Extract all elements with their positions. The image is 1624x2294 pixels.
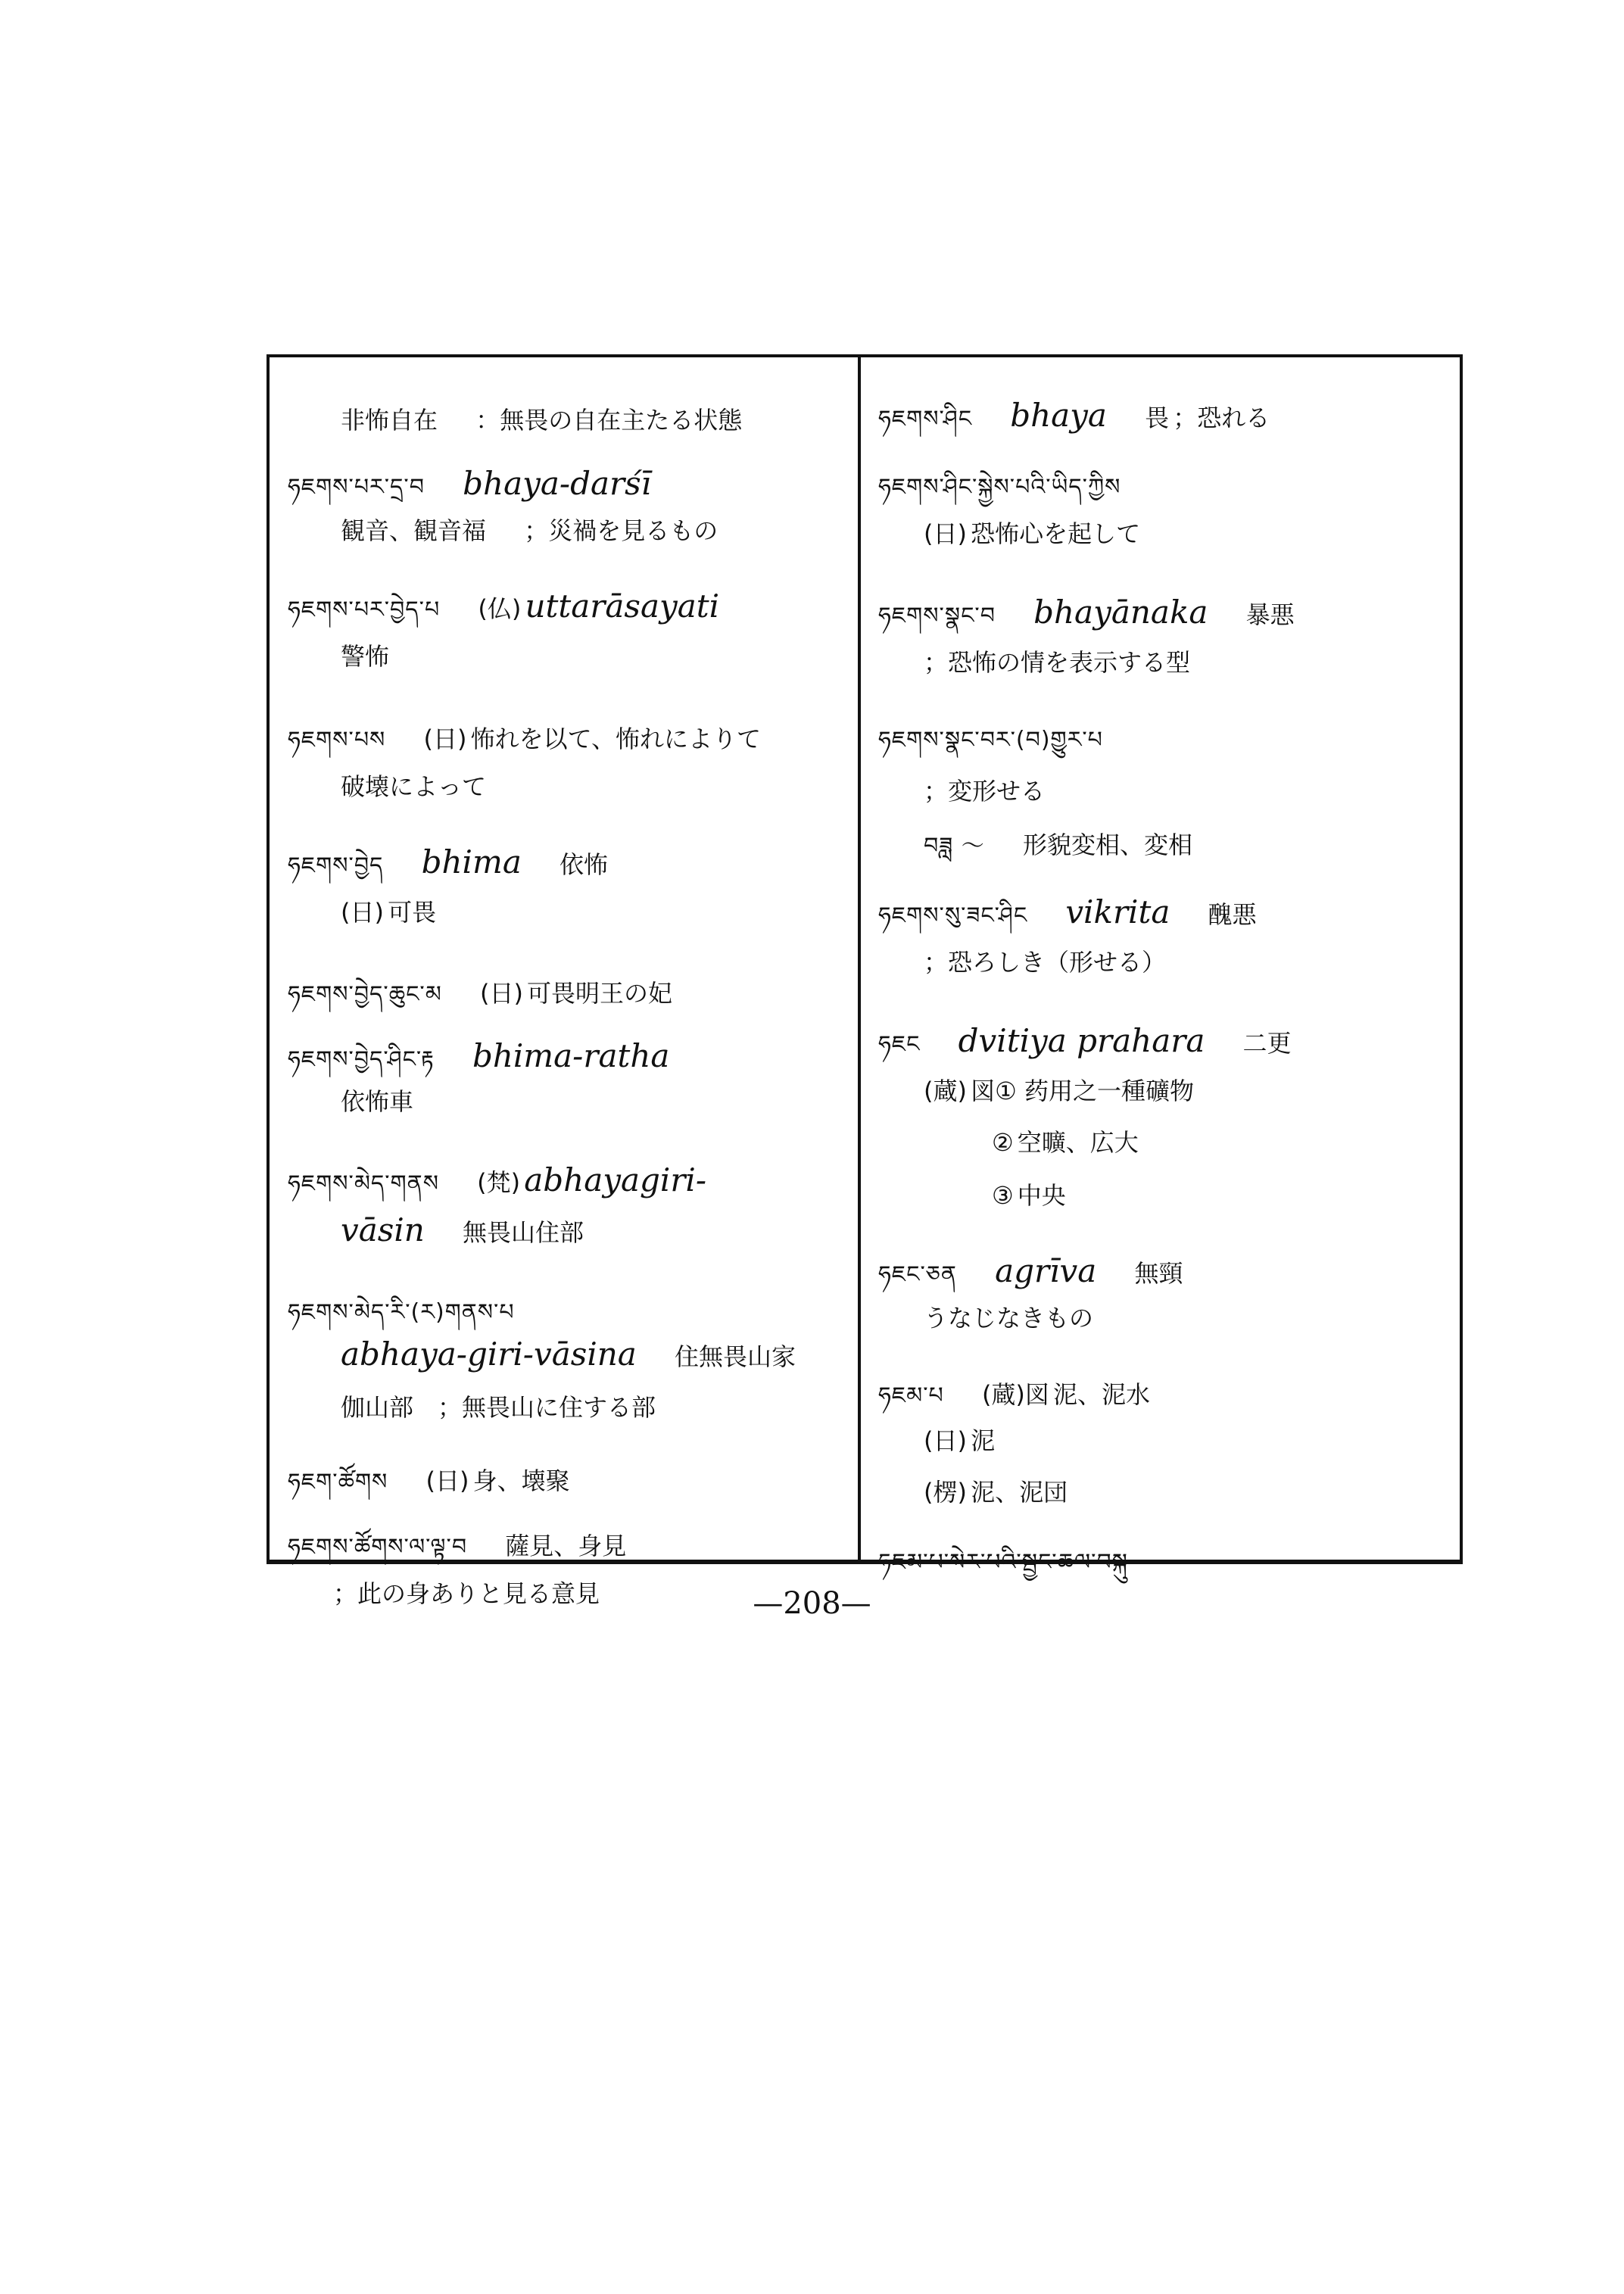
definition: ；恐怖の情を表示する型 — [924, 648, 1191, 677]
term-jp: 無畏山住部 — [463, 1218, 584, 1247]
list-item — [341, 1336, 796, 1373]
tibetan-term: ཧཇགས་པར་བྱེད་པ — [288, 597, 441, 623]
definition: 破壊によって — [341, 772, 487, 801]
list-item — [341, 637, 389, 672]
list-item — [992, 1124, 1139, 1158]
source-tag: (日) — [341, 898, 384, 927]
definition: 怖れを以て、怖れによりて — [470, 725, 761, 753]
definition: ：無畏の自在主たる状態 — [475, 406, 743, 435]
definition: 図① 药用之一種礦物 — [971, 1077, 1194, 1105]
column-divider — [858, 354, 861, 1564]
tibetan-term: ཧཇགས་སྣང་བར་(བ)གྱུར་པ — [878, 727, 1103, 753]
source-tag: (梵) — [477, 1168, 521, 1197]
definition: 空曠、広大 — [1017, 1128, 1139, 1157]
sanskrit-term: uttarāsayati — [525, 588, 720, 625]
source-tag: ③ — [992, 1181, 1014, 1210]
sanskrit-term: vikrita — [1065, 893, 1170, 930]
definition: 中央 — [1017, 1181, 1066, 1210]
list-item — [878, 1370, 1150, 1434]
list-item — [341, 1389, 656, 1423]
term-jp: 醜悪 — [1208, 900, 1257, 929]
sanskrit-term: bhima — [421, 843, 522, 881]
source-tag: (日) — [479, 979, 523, 1008]
definition: 可畏明王の妃 — [527, 979, 673, 1008]
source-tag: ② — [992, 1128, 1014, 1157]
list-item — [288, 840, 608, 904]
list-item — [924, 821, 1192, 884]
list-item — [924, 1473, 1068, 1508]
source-tag: (日) — [924, 519, 967, 548]
list-item — [924, 1422, 995, 1457]
list-item — [924, 1072, 1194, 1107]
term-jp: 依怖車 — [341, 1087, 414, 1116]
term-jp: 観音、観音福 — [341, 516, 487, 545]
term-jp: 警怖 — [341, 642, 390, 671]
list-item — [341, 1211, 584, 1248]
definition: 恐怖心を起して — [971, 519, 1141, 548]
sanskrit-term: dvitiya prahara — [958, 1022, 1205, 1059]
sanskrit-term: abhayagiri- — [524, 1161, 707, 1198]
term-jp: 暴悪 — [1245, 600, 1295, 629]
tibetan-term: ཧཇགས་སྣང་བ — [878, 603, 996, 629]
tibetan-term: ཧཇམ་པ — [878, 1382, 944, 1409]
tibetan-term: ཧཇགས་བྱེད་ཤིང་རྟ — [288, 1046, 435, 1073]
term-jp: 畏 — [1145, 404, 1170, 432]
sanskrit-term: bhayānaka — [1033, 594, 1208, 631]
definition: 可畏 — [388, 898, 437, 927]
tibetan-term: ཧཇང — [878, 1031, 921, 1058]
list-item — [341, 512, 718, 547]
term-jp: 二更 — [1242, 1029, 1292, 1058]
sanskrit-term: bhima-ratha — [472, 1037, 670, 1074]
list-item — [878, 394, 1270, 457]
tibetan-term: ཧཇམ་པ་སེར་པའི་སྦྱང་ཆལ་བསྐུ — [878, 1549, 1128, 1576]
list-item — [341, 768, 486, 803]
page-number: —208— — [753, 1586, 871, 1621]
definition: ；変形せる — [924, 777, 1046, 806]
list-item — [878, 715, 1103, 778]
definition: 泥 — [971, 1426, 996, 1455]
tibetan-term: ཧཇག་ཚོགས — [288, 1469, 388, 1495]
tibetan-term: བཟླ ～ — [924, 833, 985, 859]
tibetan-term: ཧཇགས་པར་དྲ་བ — [288, 474, 425, 500]
definition: 形貌変相、変相 — [1022, 831, 1192, 859]
sanskrit-term: bhaya-darśī — [463, 465, 652, 502]
list-item — [992, 1177, 1066, 1211]
definition: ；此の身ありと見る意見 — [333, 1579, 600, 1608]
source-tag: (仏) — [478, 594, 522, 623]
definition: ；災禍を見るもの — [524, 516, 718, 545]
definition: 泥、泥水 — [1053, 1380, 1151, 1409]
tibetan-term: ཧཇགས་ཤིང་སྐྱེས་པའི་ཡིད་ཀྱིས — [878, 474, 1121, 500]
term-jp: 住無畏山家 — [675, 1342, 796, 1371]
source-tag: (日) — [924, 1426, 967, 1455]
sanskrit-term: bhaya — [1010, 397, 1107, 434]
tibetan-term: ཧཇགས་སུ་ཟང་ཤིང — [878, 902, 1028, 929]
source-tag: (楞) — [924, 1478, 967, 1507]
tibetan-term: ཧཇགས་མེད་གནས — [288, 1170, 439, 1197]
source-tag: (日) — [425, 1466, 469, 1495]
term-jp: 非怖自在 — [341, 406, 438, 435]
tibetan-term: ཧཇགས་ཤིང — [878, 406, 972, 432]
tibetan-term: ཧཇང་ཅན — [878, 1261, 957, 1288]
definition: ；恐ろしき（形せる） — [924, 948, 1167, 977]
term-jp: 薩見、身見 — [505, 1532, 627, 1560]
list-item — [341, 1083, 413, 1117]
sanskrit-term: agrīva — [995, 1252, 1097, 1289]
list-item — [924, 1299, 1093, 1334]
sanskrit-term: vāsin — [341, 1211, 425, 1248]
definition: ；恐れる — [1173, 404, 1270, 432]
definition: 身、壊聚 — [472, 1466, 570, 1495]
list-item — [924, 644, 1190, 678]
definition: 泥、泥団 — [971, 1478, 1068, 1507]
tibetan-term: ཧཇགས་པས — [288, 727, 386, 753]
list-item — [341, 893, 436, 928]
sanskrit-term: abhaya-giri-vāsina — [341, 1336, 637, 1373]
list-item — [924, 515, 1140, 550]
list-item — [924, 943, 1166, 978]
list-item — [924, 772, 1045, 807]
source-tag: (蔵)図 — [981, 1380, 1049, 1409]
source-tag: (日) — [423, 725, 467, 753]
definition: 伽山部 ；無畏山に住する部 — [341, 1393, 656, 1422]
tibetan-term: ཧཇགས་ཚོགས་ལ་ལྟ་བ — [288, 1534, 468, 1560]
list-item — [288, 1457, 570, 1520]
tibetan-term: ཧཇགས་བྱེད — [288, 852, 384, 879]
list-item — [288, 969, 672, 1033]
definition: うなじなきもの — [924, 1304, 1094, 1332]
term-jp: 無頸 — [1134, 1259, 1183, 1288]
tibetan-term: ཧཇགས་བྱེད་ཆུང་མ — [288, 981, 442, 1008]
term-jp: 依怖 — [560, 850, 609, 879]
source-tag: (蔵) — [924, 1077, 967, 1105]
list-item — [341, 401, 742, 436]
tibetan-term: ཧཇགས་མེད་རི་(ར)གནས་པ — [288, 1299, 515, 1326]
